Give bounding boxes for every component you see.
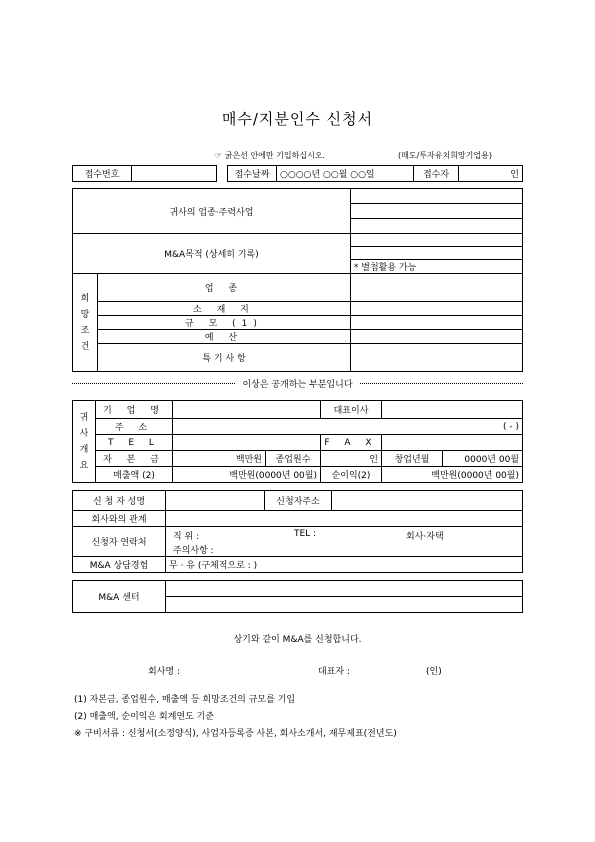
business-line-3[interactable] [350, 219, 522, 234]
purpose-line-2[interactable] [350, 247, 522, 260]
relation-label: 회사와의 관계 [73, 511, 166, 527]
applicant-address-label: 신청자주소 [265, 491, 332, 511]
company-side-label: 귀 사 개 요 [73, 401, 96, 483]
company-name-field[interactable] [173, 401, 321, 419]
wish-special-field[interactable] [350, 344, 522, 372]
wish-side-label: 희 망 조 건 [73, 274, 98, 372]
receiver-label: 접수자 [414, 166, 459, 182]
experience-field[interactable]: 무 · 유 (구체적으로 : ) [166, 557, 523, 573]
address-field[interactable]: ( - ) [173, 419, 523, 435]
applicant-table [72, 490, 523, 573]
contact-label: 신청자 연락처 [73, 527, 166, 557]
center-label: M&A 센터 [73, 581, 166, 613]
note-1: (1) 자본금, 종업원수, 매출액 등 희망조건의 규모를 기입 [74, 695, 296, 705]
employees-field[interactable]: 인 [321, 451, 382, 467]
receipt-date-field[interactable]: ○○○○년 ○○월 ○○일 [277, 166, 414, 182]
purpose-line-1[interactable] [350, 234, 522, 247]
tel-label: T E L [96, 435, 173, 451]
fax-field[interactable] [382, 435, 523, 451]
receipt-no-field[interactable] [132, 166, 217, 182]
note-2: (2) 매출액, 순이익은 회계연도 기준 [74, 712, 215, 722]
sales-field[interactable]: 백만원(0000년 00월) [173, 467, 321, 483]
receipt-no-label: 접수번호 [73, 166, 132, 182]
applicant-name-field[interactable] [166, 491, 265, 511]
phone-type-label: 회사·자택 [406, 532, 444, 542]
sign-rep-label: 대표자 : [318, 667, 350, 677]
capital-field[interactable]: 백만원 [173, 451, 266, 467]
ceo-field[interactable] [382, 401, 523, 419]
notes [74, 692, 397, 743]
sign-seal: (인) [426, 667, 442, 677]
declaration-text: 상기와 같이 M&A를 신청합니다. [233, 635, 362, 645]
employees-label: 종업원수 [266, 451, 321, 467]
center-field-2[interactable] [166, 597, 523, 613]
wish-location-label: 소 재 지 [98, 302, 351, 316]
center-field-1[interactable] [166, 581, 523, 597]
note-3: ※ 구비서류 : 신청서(소정양식), 사업자등록증 사본, 회사소개서, 재무제표(전년도) [74, 729, 397, 739]
experience-label: M&A 상담경험 [73, 557, 166, 573]
founded-field[interactable]: 0000년 00월 [443, 451, 523, 467]
applicant-name-label: 신 청 자 성명 [73, 491, 166, 511]
business-label: 귀사의 업종·주력사업 [73, 189, 351, 234]
wish-scale-field[interactable] [350, 316, 522, 330]
form-title: 매수/지분인수 신청서 [221, 110, 374, 128]
wish-special-label: 특 기 사 항 [98, 344, 351, 372]
relation-field[interactable] [166, 511, 523, 527]
company-table [72, 400, 523, 483]
public-divider-text: 이상은 공개하는 부분입니다 [0, 377, 595, 390]
receiver-field[interactable]: 인 [459, 166, 523, 182]
founded-label: 창업년월 [382, 451, 443, 467]
caution-label: 주의사항 : [173, 546, 214, 556]
sales-label: 매출액 (2) [96, 467, 173, 483]
fax-label: F A X [321, 435, 382, 451]
wish-industry-field[interactable] [350, 274, 522, 302]
contact-field[interactable] [166, 527, 523, 557]
center-table [72, 580, 523, 613]
wish-budget-label: 예 산 [98, 330, 351, 344]
wish-location-field[interactable] [350, 302, 522, 316]
purpose-label: M&A목적 (상세히 기록) [73, 234, 351, 274]
applicant-address-field[interactable] [332, 491, 523, 511]
sign-company-label: 회사명 : [148, 667, 180, 677]
position-label: 직 위 : [173, 532, 200, 542]
profit-field[interactable]: 백만원(0000년 00월) [382, 467, 523, 483]
profit-label: 순이익(2) [321, 467, 382, 483]
wish-budget-field[interactable] [350, 330, 522, 344]
company-name-label: 기 업 명 [96, 401, 173, 419]
wish-table [72, 188, 523, 372]
business-line-1[interactable] [350, 189, 522, 204]
attachment-note: * 별첨활용 가능 [350, 260, 522, 274]
wish-industry-label: 업 종 [98, 274, 351, 302]
address-label: 주 소 [96, 419, 173, 435]
capital-label: 자 본 금 [96, 451, 173, 467]
applicant-type-hint: (매도/투자유치희망기업용) [398, 151, 492, 160]
business-line-2[interactable] [350, 204, 522, 219]
wish-scale-label: 규 모 (1) [98, 316, 351, 330]
receipt-table [72, 165, 523, 182]
ceo-label: 대표이사 [321, 401, 382, 419]
instruction-hint: ☞ 굵은선 안에만 기입하십시오. [215, 151, 326, 160]
receipt-date-label: 접수날짜 [228, 166, 277, 182]
contact-tel-label: TEL : [294, 529, 317, 539]
tel-field[interactable] [173, 435, 321, 451]
